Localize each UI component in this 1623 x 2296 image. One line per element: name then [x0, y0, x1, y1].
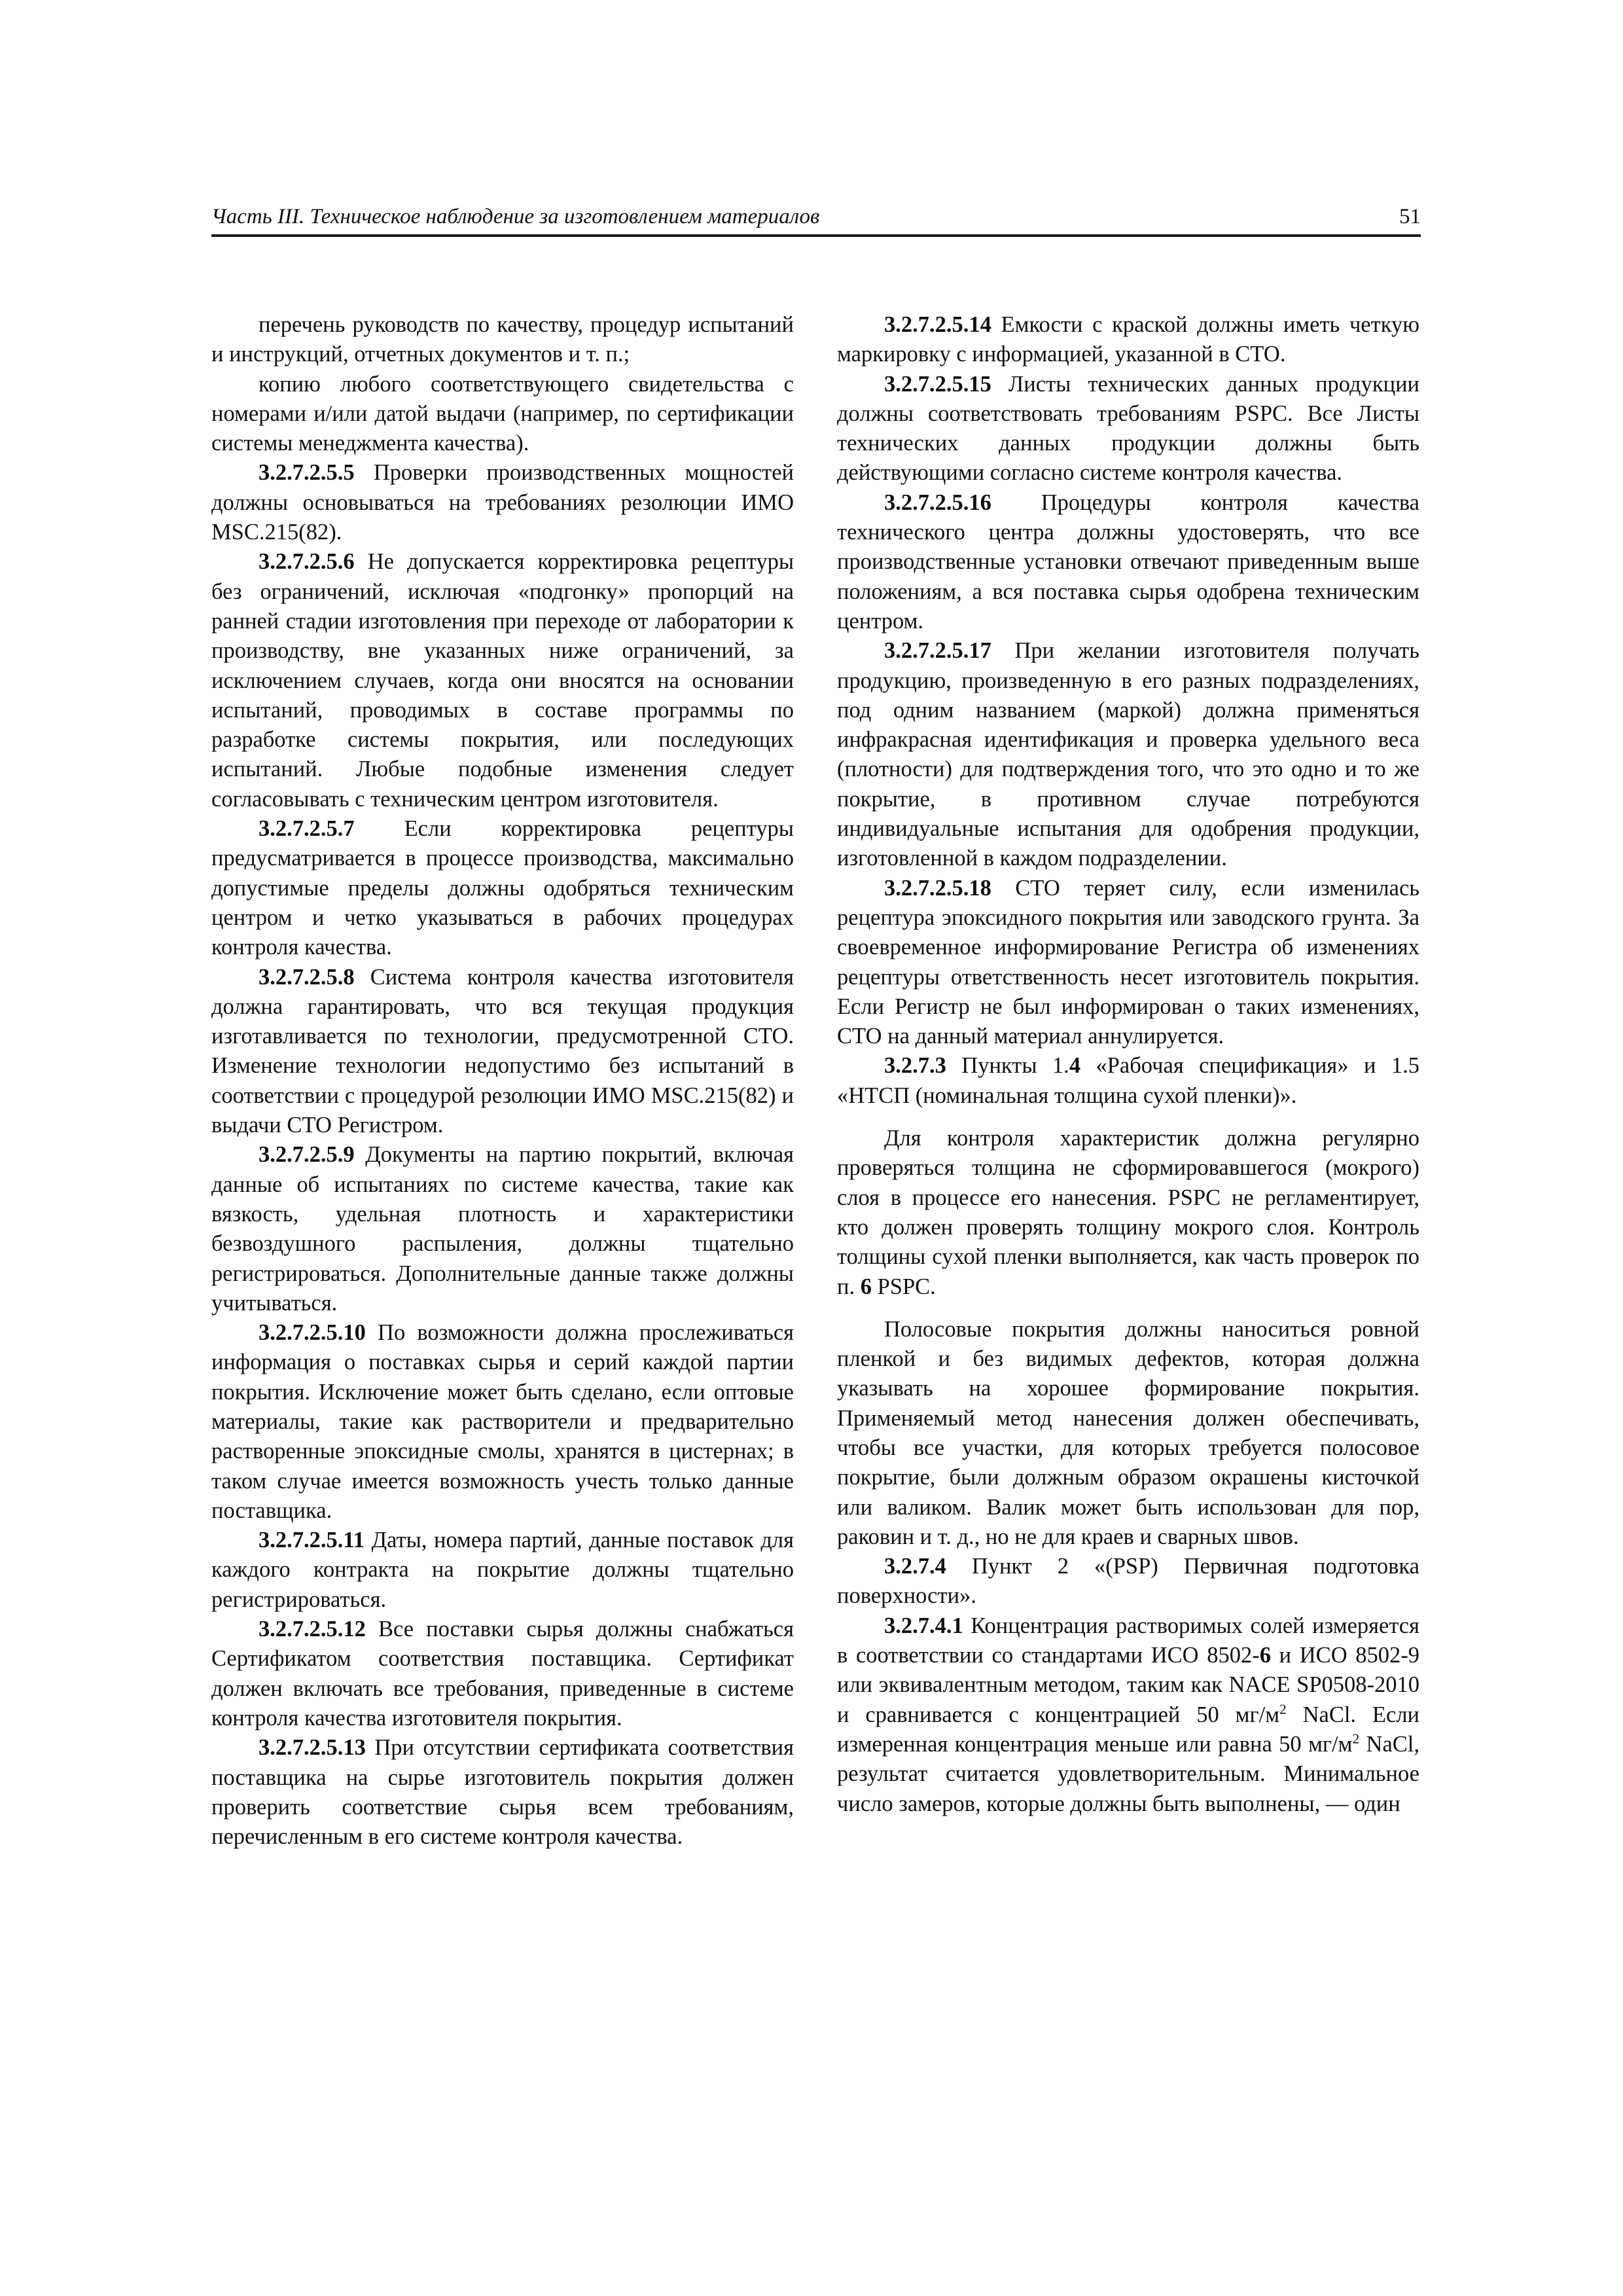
paragraph [211, 1733, 794, 1852]
paragraph [837, 636, 1419, 873]
clause-number: 3.2.7.2.5.8 [259, 964, 355, 990]
paragraph [837, 1552, 1419, 1611]
clause-number: 3.2.7.2.5.9 [259, 1142, 355, 1168]
paragraph: перечень руководств по качеству, процедур испытаний и инструкций, отчетных документов и т. п.; [211, 312, 794, 367]
clause-number: 3.2.7.2.5.11 [259, 1528, 365, 1553]
paragraph [837, 1051, 1419, 1111]
clause-number: 3.2.7.3 [884, 1053, 946, 1079]
clause-number: 3.2.7.2.5.15 [884, 371, 991, 397]
paragraph [211, 1318, 794, 1526]
paragraph [211, 1140, 794, 1318]
clause-text: Емкости с краской должны иметь четкую маркировку с информацией, указанной в СТО. [837, 312, 1419, 367]
clause-text: NaCl, результат считается удовлетворительным. Минимальное число замеров, которые должны быть выполнены, — один [837, 1731, 1419, 1816]
clause-number: 3.2.7.4.1 [884, 1613, 963, 1638]
clause-text: Не допускается корректировка рецептуры без ограничений, исключая «подгонку» пропорций на ранней стадии изготовления при переходе от лаборатории к производству, вне указанных ниже ограничений, за исключением случаев, когда они вносятся на основании испытаний, проводимых в составе программы по разработке системы покрытия, или последующих испытаний. Любые подобные изменения следует согласовывать с техническим центром изготовителя. [211, 549, 794, 812]
paragraph [211, 547, 794, 814]
clause-text: и ИСО 8502-9 или эквивалентным методом, таким как NACE SP0508-2010 и сравнивается с концентрацией 50 мг/м [837, 1643, 1419, 1727]
clause-number: 3.2.7.2.5.5 [259, 460, 355, 486]
clause-text: По возможности должна прослеживаться информация о поставках сырья и серий каждой партии покрытия. Исключение может быть сделано, если оптовые материалы, такие как растворители и предварительно растворенные эпоксидные смолы, хранятся в цистернах; в таком случае имеется возможность учесть только данные поставщика. [211, 1320, 794, 1523]
clause-text: Для контроля характеристик должна регулярно проверяться толщина не сформировавшегося (мокрого) слоя в процессе его нанесения. PSPC не регламентирует, кто должен проверять толщину мокрого слоя. Контроль толщины сухой пленки выполняется, как часть проверок по п. [837, 1126, 1419, 1299]
clause-number: 3.2.7.2.5.10 [259, 1320, 366, 1346]
clause-ref: 4 [1069, 1053, 1081, 1079]
clause-text: Система контроля качества изготовителя должна гарантировать, что вся текущая продукция изготавливается по технологии, предусмотренной СТО. Изменение технологии недопустимо без испытаний в соответствии с процедурой резолюции ИМО MSC.215(82) и выдачи СТО Регистром. [211, 964, 794, 1138]
clause-text: Документы на партию покрытий, включая данные об испытаниях по системе качества, такие как вязкость, удельная плотность и характеристики безвоздушного распыления, должны тщательно регистрироваться. Дополнительные данные также должны учитываться. [211, 1142, 794, 1316]
clause-number: 3.2.7.2.5.17 [884, 638, 991, 664]
paragraph [211, 814, 794, 962]
clause-ref: 6 [1259, 1643, 1271, 1668]
clause-text: NaCl. Если измеренная концентрация меньше или равна 50 мг/м [837, 1702, 1419, 1757]
clause-text: При желании изготовителя получать продукцию, произведенную в его разных подразделениях, под одним названием (маркой) должна применяться инфракрасная идентификация и проверка удельного веса (плотности) для подтверждения того, что это одно и то же покрытие, в противном случае потребуются индивидуальные испытания для одобрения продукции, изготовленной в каждом подразделении. [837, 638, 1419, 871]
superscript: 2 [1279, 1701, 1287, 1717]
paragraph [837, 1611, 1419, 1819]
clause-text: Листы технических данных продукции должны соответствовать требованиям PSPC. Все Листы технических данных продукции должны быть действующими согласно системе контроля качества. [837, 371, 1419, 486]
clause-number: 3.2.7.2.5.7 [259, 816, 355, 842]
header-title: Часть III. Техническое наблюдение за изготовлением материалов [211, 205, 820, 228]
paragraph [837, 310, 1419, 370]
paragraph [211, 1526, 794, 1615]
running-header [211, 200, 1421, 237]
page-number: 51 [1399, 205, 1421, 228]
paragraph [837, 370, 1419, 488]
left-column [211, 310, 794, 1852]
superscript: 2 [1352, 1731, 1360, 1747]
paragraph [837, 488, 1419, 636]
clause-number: 3.2.7.2.5.18 [884, 875, 991, 901]
clause-text: Все поставки сырья должны снабжаться Сертификатом соответствия поставщика. Сертификат должен включать все требования, приведенные в системе контроля качества изготовителя покрытия. [211, 1617, 794, 1731]
paragraph [211, 963, 794, 1141]
clause-text: Пункты 1. [946, 1053, 1069, 1079]
clause-text: Даты, номера партий, данные поставок для каждого контракта на покрытие должны тщательно регистрироваться. [211, 1528, 794, 1612]
clause-text: При отсутствии сертификата соответствия поставщика на сырье изготовитель покрытия должен проверить соответствие сырья всем требованиям, перечисленным в его системе контроля качества. [211, 1735, 794, 1850]
paragraph [837, 874, 1419, 1052]
paragraph [211, 1615, 794, 1733]
clause-text: Если корректировка рецептуры предусматривается в процессе производства, максимально допустимые пределы должны одобряться техническим центром и четко указываться в рабочих процедурах контроля качества. [211, 816, 794, 960]
clause-text: «Рабочая спецификация» и 1.5 «НТСП (номинальная толщина сухой пленки)». [837, 1053, 1419, 1108]
clause-ref: 6 [860, 1274, 872, 1299]
right-column [837, 310, 1419, 1819]
clause-text: PSPC. [871, 1274, 936, 1299]
clause-number: 3.2.7.2.5.13 [259, 1735, 366, 1761]
clause-number: 3.2.7.2.5.12 [259, 1617, 366, 1642]
clause-number: 3.2.7.2.5.6 [259, 549, 355, 575]
clause-number: 3.2.7.2.5.14 [884, 312, 991, 337]
clause-text: Концентрация растворимых солей измеряется в соответствии со стандартами ИСО 8502- [837, 1613, 1419, 1668]
clause-number: 3.2.7.2.5.16 [884, 490, 991, 515]
clause-text: Проверки производственных мощностей должны основываться на требованиях резолюции ИМО MSC.215(82). [211, 460, 794, 545]
clause-text: Пункт 2 «(PSP) Первичная подготовка поверхности». [837, 1554, 1419, 1609]
paragraph: копию любого соответствующего свидетельства с номерами и/или датой выдачи (например, по сертификации системы менеджмента качества). [211, 371, 794, 456]
clause-text: СТО теряет силу, если изменилась рецептура эпоксидного покрытия или заводского грунта. За своевременное информирование Регистра об изменениях рецептуры ответственность несет изготовитель покрытия. Если Регистр не был информирован о таких изменениях, СТО на данный материал аннулируется. [837, 875, 1419, 1049]
paragraph: Полосовые покрытия должны наноситься ровной пленкой и без видимых дефектов, которая должна указывать на хорошее формирование покрытия. Применяемый метод нанесения должен обеспечивать, чтобы все участки, для которых требуется полосовое покрытие, были должным образом окрашены кисточкой или валиком. Валик может быть использован для пор, раковин и т. д., но не для краев и сварных швов. [837, 1316, 1419, 1549]
paragraph [837, 1124, 1419, 1302]
clause-number: 3.2.7.4 [884, 1554, 946, 1579]
clause-text: Процедуры контроля качества технического центра должны удостоверять, что все производственные установки отвечают приведенным выше положениям, а вся поставка сырья одобрена техническим центром. [837, 490, 1419, 634]
paragraph [211, 458, 794, 547]
